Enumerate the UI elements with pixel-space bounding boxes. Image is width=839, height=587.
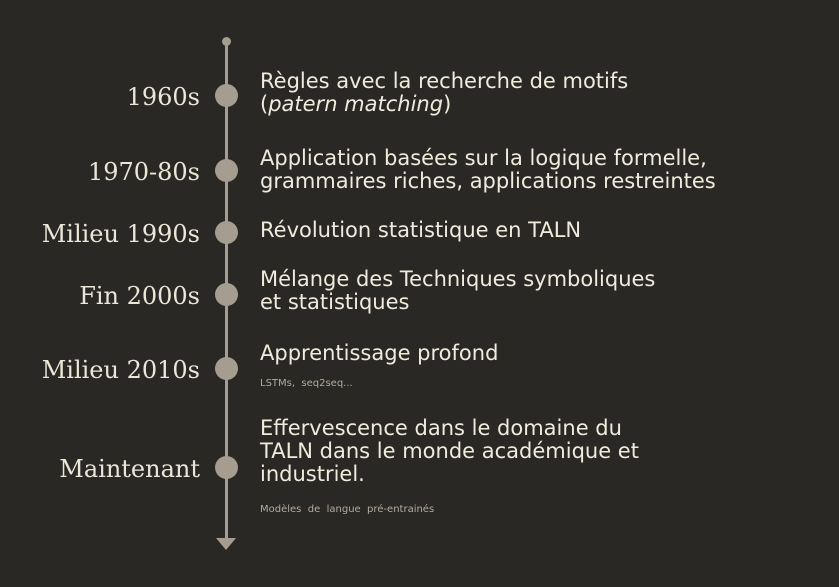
timeline-start-dot bbox=[222, 37, 231, 46]
event-description-line-1: Apprentissage profond bbox=[260, 341, 499, 365]
event-date-maintenant: Maintenant bbox=[59, 455, 200, 483]
event-description-line-1: Règles avec la recherche de motifs bbox=[260, 69, 629, 93]
event-description-line-3: industriel. bbox=[260, 462, 365, 486]
event-date-1960s: 1960s bbox=[126, 83, 200, 111]
parenthesis-close: ) bbox=[443, 92, 452, 116]
event-description-1970-80s bbox=[260, 147, 716, 193]
event-description-milieu-1990s bbox=[260, 219, 581, 242]
event-date-milieu-2010s: Milieu 2010s bbox=[41, 356, 200, 384]
event-description-1960s bbox=[260, 70, 628, 116]
event-description-line-1: Effervescence dans le domaine du bbox=[260, 416, 622, 440]
timeline-arrow-down-icon bbox=[216, 538, 236, 550]
event-marker-maintenant bbox=[215, 456, 238, 479]
event-description-line-1: Application basées sur la logique formelle, bbox=[260, 146, 707, 170]
event-marker-fin-2000s bbox=[215, 283, 238, 306]
event-date-fin-2000s: Fin 2000s bbox=[79, 282, 200, 310]
event-description-line-2: TALN dans le monde académique et bbox=[260, 439, 639, 463]
event-marker-milieu-2010s bbox=[215, 357, 238, 380]
event-marker-milieu-1990s bbox=[215, 221, 238, 244]
event-description-line-1: Révolution statistique en TALN bbox=[260, 218, 582, 242]
event-description-line-2: grammaires riches, applications restreintes bbox=[260, 169, 716, 193]
event-description-fin-2000s bbox=[260, 268, 655, 314]
event-marker-1970-80s bbox=[215, 159, 238, 182]
event-date-1970-80s: 1970-80s bbox=[87, 158, 200, 186]
italic-term: patern matching bbox=[268, 92, 444, 116]
event-note-milieu-2010s: LSTMs, seq2seq... bbox=[260, 378, 353, 389]
parenthesis-open: ( bbox=[260, 92, 269, 116]
event-description-line-2: et statistiques bbox=[260, 290, 410, 314]
event-description-line-2 bbox=[260, 93, 628, 116]
event-date-milieu-1990s: Milieu 1990s bbox=[41, 220, 200, 248]
event-marker-1960s bbox=[215, 84, 238, 107]
event-note-maintenant: Modèles de langue pré-entrainés bbox=[260, 504, 435, 515]
event-description-milieu-2010s bbox=[260, 342, 498, 365]
event-description-maintenant bbox=[260, 417, 639, 486]
event-description-line-1: Mélange des Techniques symboliques bbox=[260, 267, 656, 291]
